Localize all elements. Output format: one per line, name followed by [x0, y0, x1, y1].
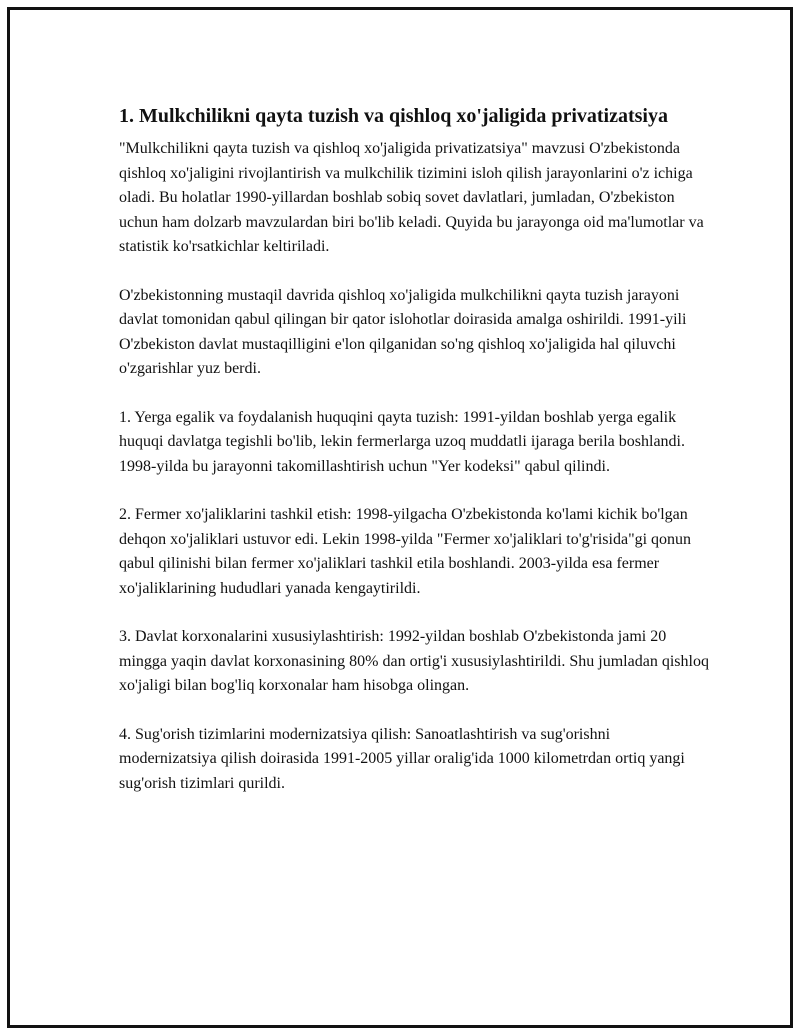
list-item-privatization: 3. Davlat korxonalarini xususiylashtirish: 1992-yildan boshlab O'zbekistonda jami 20 mingga yaqin davlat korxonasining 80% dan ortig'i xususiylashtirildi. Shu jumladan qishloq xo'jaligi bilan bog'liq korxonalar ham hisobga olingan.	[119, 628, 709, 694]
list-item-land-rights: 1. Yerga egalik va foydalanish huquqini qayta tuzish: 1991-yildan boshlab yerga egalik huquqi davlatga tegishli bo'lib, lekin fermerlarga uzoq muddatli ijaraga berila boshlandi. 1998-yilda bu jarayonni takomillashtirish uchun "Yer kodeksi" qabul qilindi.	[119, 408, 685, 475]
list-item-irrigation: 4. Sug'orish tizimlarini modernizatsiya qilish: Sanoatlashtirish va sug'orishni modernizatsiya qilish doirasida 1991-2005 yillar oralig'ida 1000 kilometrdan ortiq yangi sug'orish tizimlari qurildi.	[119, 725, 685, 792]
page-frame	[7, 7, 793, 1028]
context-paragraph: O'zbekistonning mustaqil davrida qishloq xo'jaligida mulkchilikni qayta tuzish jarayoni davlat tomonidan qabul qilingan bir qator islohotlar doirasida amalga oshirildi. 1991-yili O'zbekiston davlat mustaqilligini e'lon qilganidan so'ng qishloq xo'jaligida hal qiluvchi o'zgarishlar yuz berdi.	[119, 286, 687, 377]
list-item-farm-establishment: 2. Fermer xo'jaliklarini tashkil etish: 1998-yilgacha O'zbekistonda ko'lami kichik bo'lgan dehqon xo'jaliklari ustuvor edi. Lekin 1998-yilda "Fermer xo'jaliklari to'g'risida"gi qonun qabul qilinishi bilan fermer xo'jaliklari tashkil etila boshlandi. 2003-yilda esa fermer xo'jaliklarining hududlari yanada kengaytirildi.	[119, 506, 692, 597]
document-body	[119, 103, 709, 820]
intro-paragraph: "Mulkchilikni qayta tuzish va qishloq xo'jaligida privatizatsiya" mavzusi O'zbekistonda qishloq xo'jaligini rivojlantirish va mulkchilik tizimini isloh qilish jarayonlarini o'z ichiga oladi. Bu holatlar 1990-yillardan boshlab sobiq sovet davlatlari, jumladan, O'zbekiston uchun ham dolzarb mavzulardan biri bo'lib keladi. Quyida bu jarayonga oid ma'lumotlar va statistik ko'rsatkichlar keltiriladi.	[119, 140, 704, 255]
document-title: 1. Mulkchilikni qayta tuzish va qishloq xo'jaligida privatizatsiya	[119, 105, 668, 127]
